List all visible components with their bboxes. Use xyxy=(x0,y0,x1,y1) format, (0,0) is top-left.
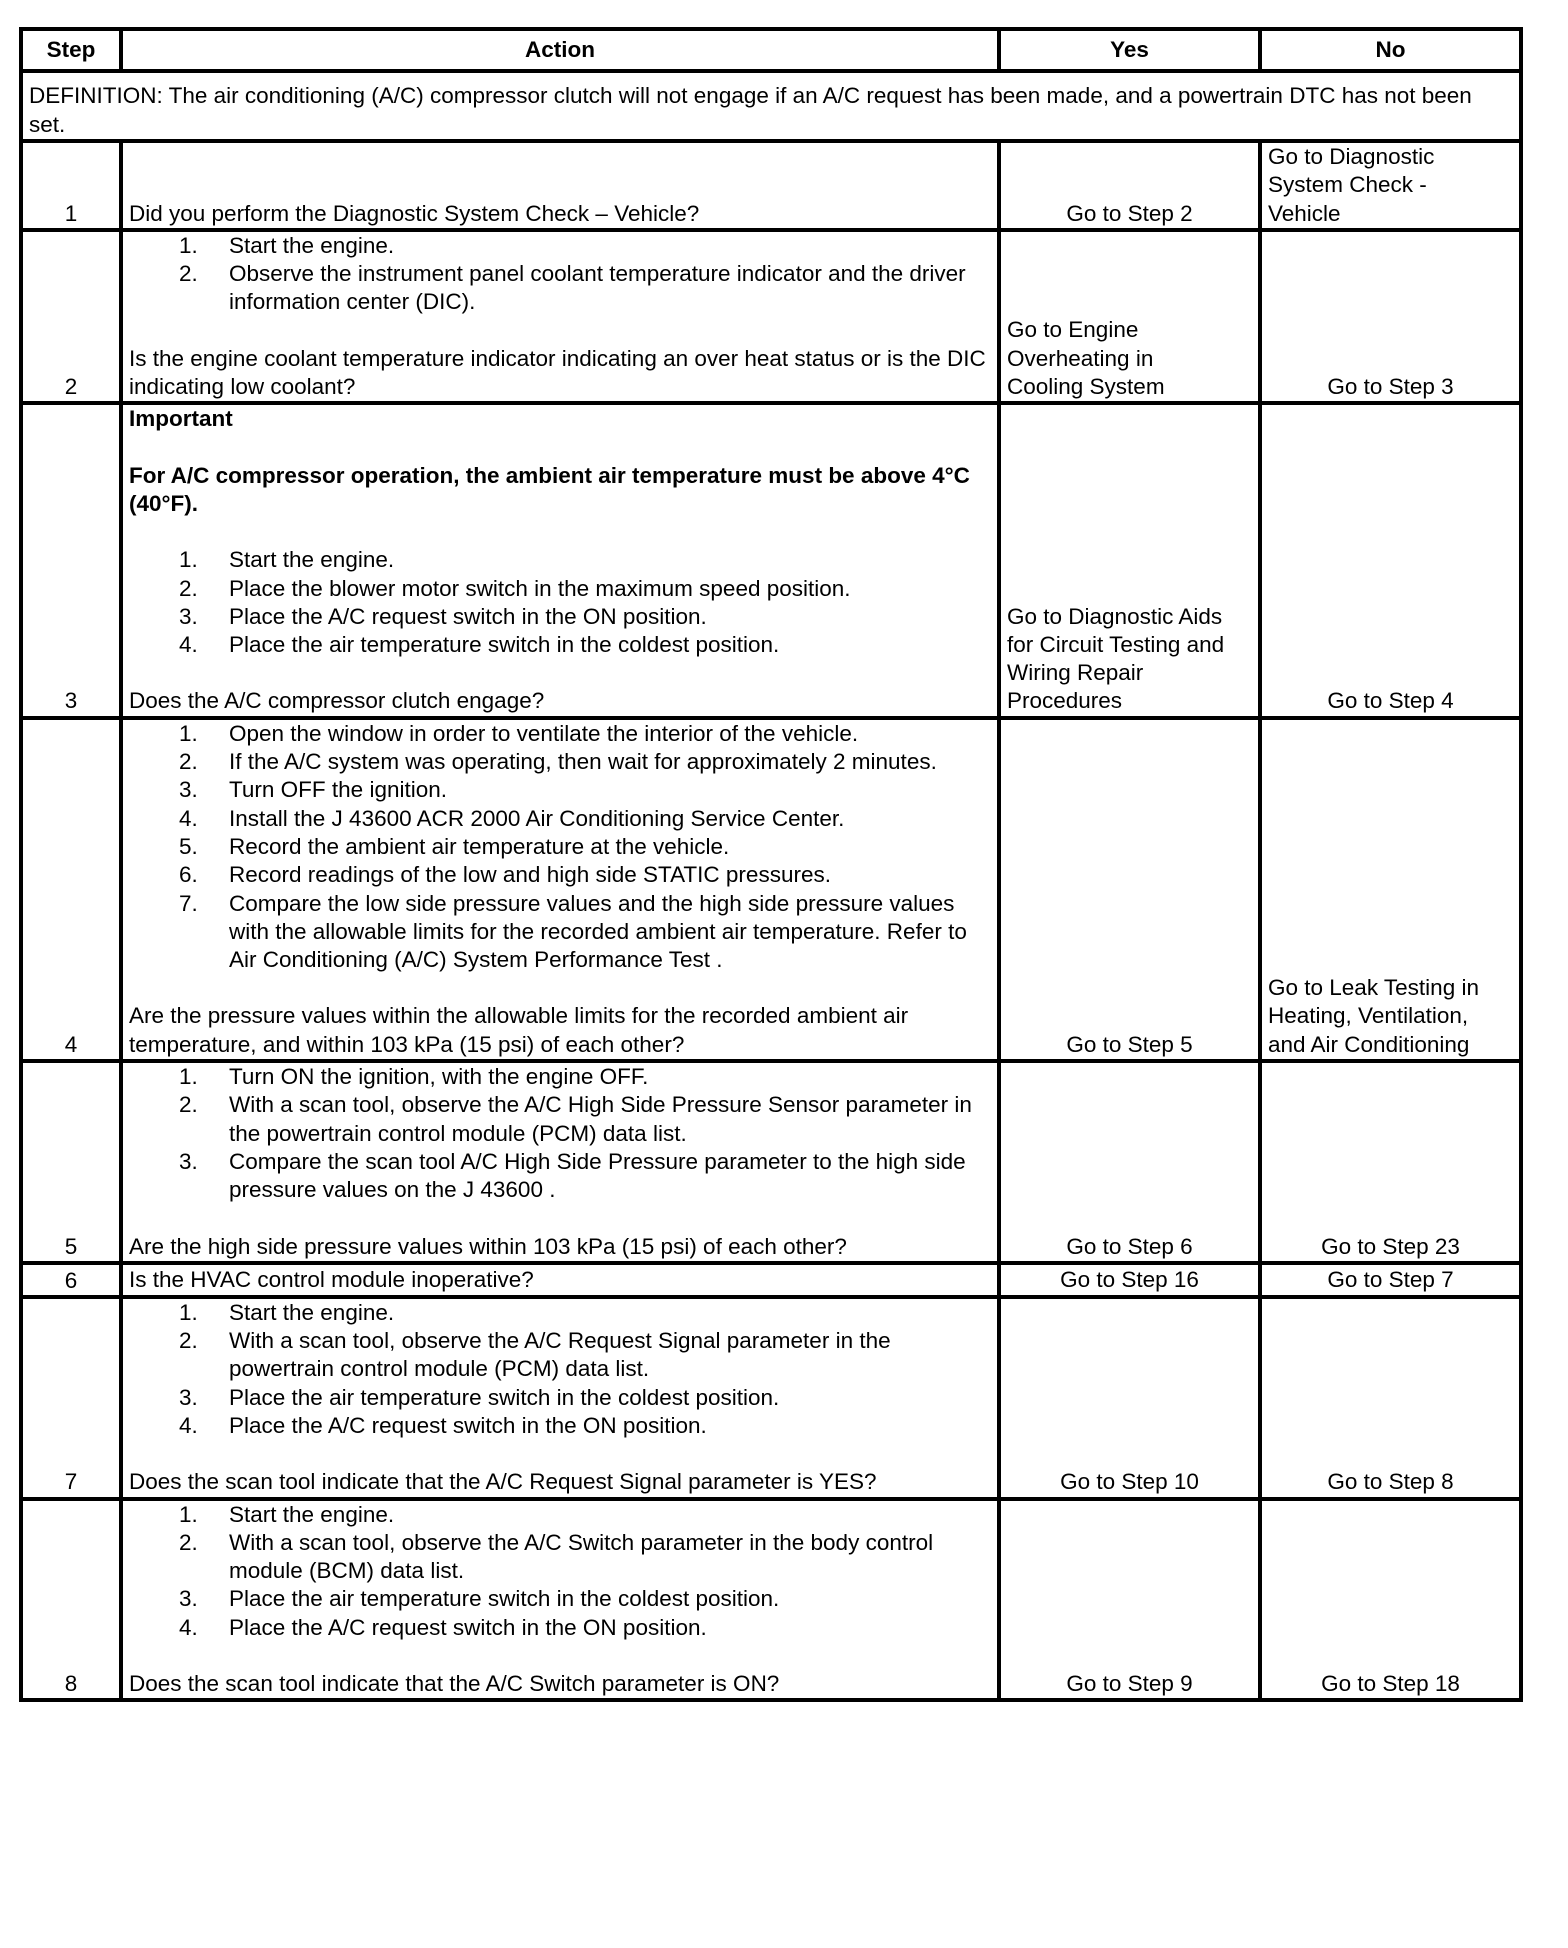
no-line: Vehicle xyxy=(1268,200,1341,226)
question-text: Did you perform the Diagnostic System Check – Vehicle? xyxy=(129,200,700,226)
procedure-list xyxy=(129,1063,991,1204)
list-item: 4. Place the A/C request switch in the ON position. xyxy=(179,1614,707,1640)
action-cell xyxy=(121,1263,999,1297)
question-text: Are the high side pressure values within 103 kPa (15 psi) of each other? xyxy=(129,1233,847,1259)
header-yes: Yes xyxy=(999,29,1260,71)
list-item: 3. Place the air temperature switch in the coldest position. xyxy=(179,1384,780,1410)
yes-cell xyxy=(999,230,1260,403)
header-step: Step xyxy=(21,29,121,71)
procedure-list xyxy=(129,546,991,659)
important-title: Important xyxy=(129,406,233,432)
header-action: Action xyxy=(121,29,999,71)
table-row-step-1 xyxy=(21,141,1521,230)
action-cell xyxy=(121,230,999,403)
question-text: Are the pressure values within the allowable limits for the recorded ambient air temperature, and within 103 kPa (15 psi) of each other? xyxy=(129,1003,909,1057)
list-item: 2. With a scan tool, observe the A/C Request Signal parameter in the powertrain control module (PCM) data list. xyxy=(179,1328,891,1382)
step-number: 5 xyxy=(21,1061,121,1263)
action-cell xyxy=(121,1061,999,1263)
definition-row xyxy=(21,71,1521,141)
no-line: Go to Leak Testing in xyxy=(1268,975,1479,1001)
list-item: 1. Start the engine. xyxy=(179,1501,395,1527)
list-item: 4. Place the air temperature switch in the coldest position. xyxy=(179,632,780,658)
no-cell xyxy=(1260,141,1521,230)
action-cell xyxy=(121,141,999,230)
list-item: 3. Compare the scan tool A/C High Side Pressure parameter to the high side pressure values on the J 43600 . xyxy=(179,1148,966,1203)
list-item: 6. Record readings of the low and high side STATIC pressures. xyxy=(179,862,831,888)
procedure-list xyxy=(129,720,991,975)
step-number: 3 xyxy=(21,403,121,717)
yes-line: Go to Diagnostic Aids xyxy=(1007,603,1223,629)
table-row-step-8 xyxy=(21,1499,1521,1701)
action-cell xyxy=(121,718,999,1061)
no-line: Heating, Ventilation, xyxy=(1268,1003,1469,1029)
list-item: 1. Open the window in order to ventilate the interior of the vehicle. xyxy=(179,720,859,746)
list-item: 2. Place the blower motor switch in the maximum speed position. xyxy=(179,575,851,601)
table-row-step-7 xyxy=(21,1297,1521,1499)
list-item: 3. Place the A/C request switch in the ON position. xyxy=(179,603,707,629)
important-text: For A/C compressor operation, the ambient air temperature must be above 4°C (40°F). xyxy=(129,462,970,516)
yes-line: Cooling System xyxy=(1007,374,1165,400)
list-item: 1. Start the engine. xyxy=(179,232,395,258)
yes-cell: Go to Step 6 xyxy=(999,1061,1260,1263)
table-row-step-3 xyxy=(21,403,1521,717)
question-text: Does the A/C compressor clutch engage? xyxy=(129,688,545,714)
yes-line: for Circuit Testing and xyxy=(1007,631,1225,657)
procedure-list xyxy=(129,1299,991,1440)
question-text: Does the scan tool indicate that the A/C Switch parameter is ON? xyxy=(129,1671,780,1697)
table-row-step-2 xyxy=(21,230,1521,403)
action-cell xyxy=(121,403,999,717)
no-line: System Check - xyxy=(1268,172,1427,198)
table-row-step-4 xyxy=(21,718,1521,1061)
no-cell: Go to Step 3 xyxy=(1260,230,1521,403)
list-item: 4. Place the A/C request switch in the ON position. xyxy=(179,1412,707,1438)
step-number: 1 xyxy=(21,141,121,230)
list-item: 2. If the A/C system was operating, then wait for approximately 2 minutes. xyxy=(179,749,937,775)
yes-line: Overheating in xyxy=(1007,345,1154,371)
no-cell: Go to Step 7 xyxy=(1260,1263,1521,1297)
procedure-list xyxy=(129,232,991,317)
yes-cell: Go to Step 10 xyxy=(999,1297,1260,1499)
action-cell xyxy=(121,1297,999,1499)
table-row-step-6 xyxy=(21,1263,1521,1297)
diagnostic-table xyxy=(19,27,1523,1702)
yes-line: Wiring Repair xyxy=(1007,660,1144,686)
question-text: Is the HVAC control module inoperative? xyxy=(129,1266,534,1292)
yes-cell: Go to Step 9 xyxy=(999,1499,1260,1701)
procedure-list xyxy=(129,1501,991,1642)
no-cell: Go to Step 18 xyxy=(1260,1499,1521,1701)
step-number: 7 xyxy=(21,1297,121,1499)
no-cell: Go to Step 8 xyxy=(1260,1297,1521,1499)
list-item: 2. Observe the instrument panel coolant temperature indicator and the driver information center (DIC). xyxy=(179,261,966,315)
no-line: Go to Diagnostic xyxy=(1268,144,1435,169)
step-number: 2 xyxy=(21,230,121,403)
step-number: 6 xyxy=(21,1263,121,1297)
step-number: 4 xyxy=(21,718,121,1061)
list-item: 7. Compare the low side pressure values and the high side pressure values with the allowable limits for the recorded ambient air temperature. Refer to Air Conditioning (A/C) System Performance Test . xyxy=(179,890,967,973)
yes-cell: Go to Step 16 xyxy=(999,1263,1260,1297)
yes-cell: Go to Step 5 xyxy=(999,718,1260,1061)
question-text: Is the engine coolant temperature indicator indicating an over heat status or is the DIC indicating low coolant? xyxy=(129,345,986,400)
list-item: 2. With a scan tool, observe the A/C Switch parameter in the body control module (BCM) data list. xyxy=(179,1529,934,1584)
list-item: 2. With a scan tool, observe the A/C High Side Pressure Sensor parameter in the powertrain control module (PCM) data list. xyxy=(179,1092,972,1146)
yes-cell: Go to Step 2 xyxy=(999,141,1260,230)
list-item: 3. Turn OFF the ignition. xyxy=(179,777,448,803)
list-item: 4. Install the J 43600 ACR 2000 Air Conditioning Service Center. xyxy=(179,805,845,831)
list-item: 1. Start the engine. xyxy=(179,1299,395,1325)
yes-line: Procedures xyxy=(1007,688,1123,714)
table-row-step-5 xyxy=(21,1061,1521,1263)
list-item: 3. Place the air temperature switch in the coldest position. xyxy=(179,1586,780,1612)
definition-text: DEFINITION: The air conditioning (A/C) compressor clutch will not engage if an A/C request has been made, and a powertrain DTC has not been set. xyxy=(21,71,1521,141)
header-no: No xyxy=(1260,29,1521,71)
header-row xyxy=(21,29,1521,71)
question-text: Does the scan tool indicate that the A/C Request Signal parameter is YES? xyxy=(129,1469,877,1495)
action-cell xyxy=(121,1499,999,1701)
no-cell: Go to Step 23 xyxy=(1260,1061,1521,1263)
list-item: 1. Start the engine. xyxy=(179,547,395,573)
list-item: 1. Turn ON the ignition, with the engine OFF. xyxy=(179,1064,649,1090)
no-line: and Air Conditioning xyxy=(1268,1031,1470,1057)
yes-cell xyxy=(999,403,1260,717)
no-cell: Go to Step 4 xyxy=(1260,403,1521,717)
no-cell xyxy=(1260,718,1521,1061)
yes-line: Go to Engine xyxy=(1007,317,1139,343)
step-number: 8 xyxy=(21,1499,121,1701)
list-item: 5. Record the ambient air temperature at the vehicle. xyxy=(179,833,730,859)
